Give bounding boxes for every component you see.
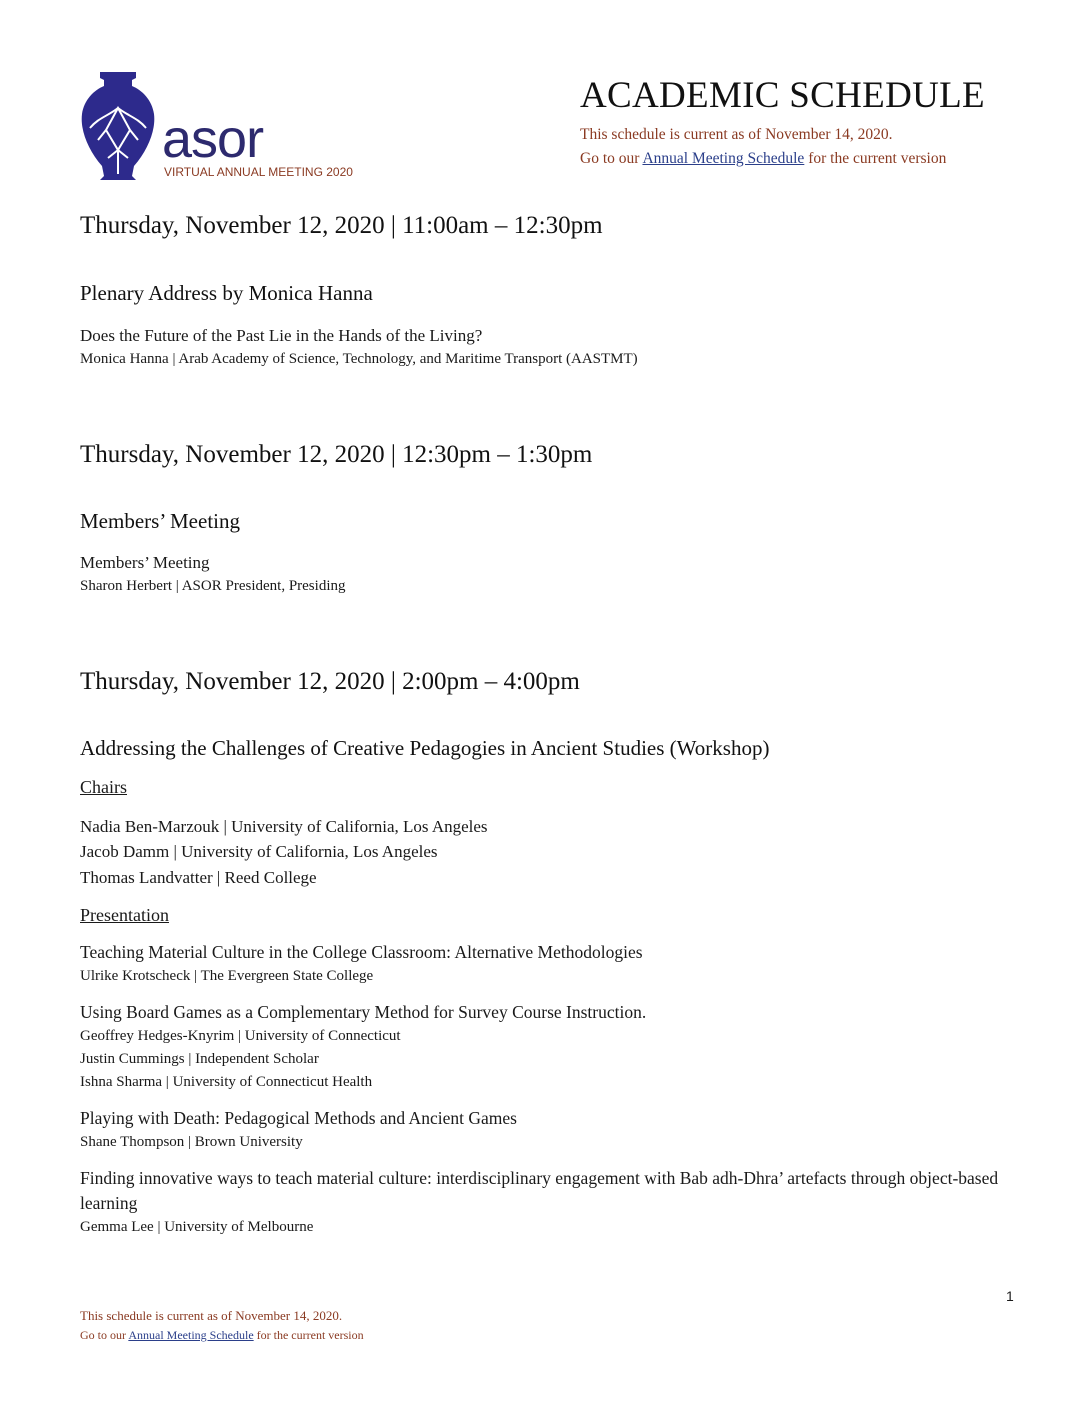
chairs-label: Chairs: [80, 777, 127, 797]
header-goto-line: [580, 150, 946, 168]
presentation-title: Using Board Games as a Complementary Method for Survey Course Instruction.: [80, 1002, 647, 1022]
footer-goto-line: [80, 1328, 364, 1343]
chair-entry: Jacob Damm | University of California, Los Angeles: [80, 842, 438, 861]
header-current-note: This schedule is current as of November 14, 2020.: [580, 126, 893, 143]
presentation-title: Finding innovative ways to teach material culture: interdisciplinary engagement with Bab adh-Dhra’ artefacts through object-based learning: [80, 1168, 999, 1213]
item-people: Sharon Herbert | ASOR President, Presiding: [80, 578, 346, 594]
time-block-heading: Thursday, November 12, 2020 | 2:00pm – 4:00pm: [80, 668, 580, 695]
presentation-label: Presentation: [80, 905, 169, 925]
annual-meeting-schedule-link[interactable]: Annual Meeting Schedule: [642, 150, 805, 167]
item-people: Monica Hanna | Arab Academy of Science, Technology, and Maritime Transport (AASTMT): [80, 351, 638, 367]
session-title: Members’ Meeting: [80, 509, 240, 533]
logo-wordmark: asor: [162, 109, 264, 169]
footer-goto-suffix: for the current version: [256, 1328, 364, 1342]
vase-icon: [78, 70, 158, 185]
page-number: 1: [1006, 1288, 1014, 1304]
footer-goto-prefix: Go to our: [80, 1328, 126, 1342]
presentation-title: Teaching Material Culture in the College Classroom: Alternative Methodologies: [80, 942, 643, 962]
page-title: ACADEMIC SCHEDULE: [580, 75, 985, 116]
time-block-heading: Thursday, November 12, 2020 | 12:30pm – 1:30pm: [80, 441, 593, 468]
chair-entry: Thomas Landvatter | Reed College: [80, 868, 317, 887]
presenter: Gemma Lee | University of Melbourne: [80, 1219, 314, 1235]
presenter: Ishna Sharma | University of Connecticut Health: [80, 1074, 373, 1090]
footer-annual-meeting-schedule-link[interactable]: Annual Meeting Schedule: [128, 1328, 254, 1342]
session-title: Plenary Address by Monica Hanna: [80, 281, 373, 305]
header-goto-suffix: for the current version: [808, 150, 947, 167]
presenter: Ulrike Krotscheck | The Evergreen State College: [80, 968, 374, 984]
item-title: Does the Future of the Past Lie in the Hands of the Living?: [80, 326, 483, 345]
item-title: Members’ Meeting: [80, 553, 210, 572]
chair-entry: Nadia Ben-Marzouk | University of California, Los Angeles: [80, 817, 488, 836]
presentation-title: Playing with Death: Pedagogical Methods and Ancient Games: [80, 1108, 517, 1128]
session-title: Addressing the Challenges of Creative Pedagogies in Ancient Studies (Workshop): [80, 736, 770, 760]
presenter: Justin Cummings | Independent Scholar: [80, 1051, 319, 1067]
asor-logo: [78, 70, 378, 185]
footer-current-note: This schedule is current as of November 14, 2020.: [80, 1308, 343, 1323]
presenter: Shane Thompson | Brown University: [80, 1134, 303, 1150]
time-block-heading: Thursday, November 12, 2020 | 11:00am – 12:30pm: [80, 212, 603, 239]
header-goto-prefix: Go to our: [580, 150, 640, 167]
logo-subtitle: VIRTUAL ANNUAL MEETING 2020: [164, 165, 353, 179]
presenter: Geoffrey Hedges-Knyrim | University of Connecticut: [80, 1028, 401, 1044]
